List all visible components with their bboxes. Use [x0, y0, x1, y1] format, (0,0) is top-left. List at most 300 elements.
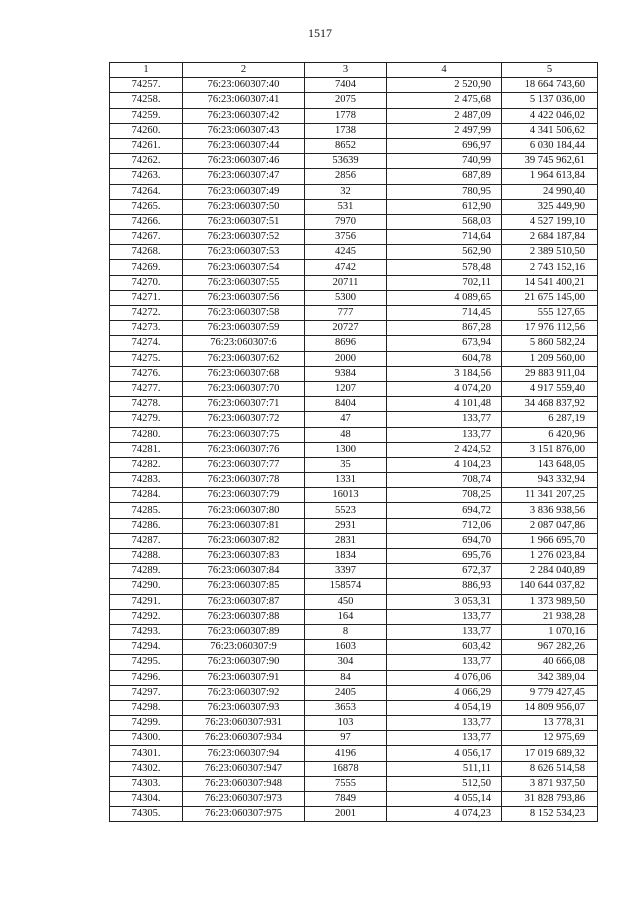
table-row — [110, 640, 598, 655]
row-number-cell: 74269. — [110, 260, 183, 275]
value-cell: 18 664 743,60 — [502, 78, 598, 93]
row-number-cell: 74257. — [110, 78, 183, 93]
cadastral-number-cell: 76:23:060307:55 — [183, 275, 305, 290]
rate-cell: 603,42 — [387, 640, 502, 655]
table-row — [110, 427, 598, 442]
rate-cell: 133,77 — [387, 624, 502, 639]
area-cell: 2931 — [305, 518, 387, 533]
cadastral-number-cell: 76:23:060307:47 — [183, 169, 305, 184]
cadastral-number-cell: 76:23:060307:53 — [183, 245, 305, 260]
cadastral-number-cell: 76:23:060307:84 — [183, 564, 305, 579]
cadastral-number-cell: 76:23:060307:43 — [183, 123, 305, 138]
rate-cell: 672,37 — [387, 564, 502, 579]
row-number-cell: 74262. — [110, 154, 183, 169]
cadastral-number-cell: 76:23:060307:44 — [183, 138, 305, 153]
rate-cell: 4 074,23 — [387, 807, 502, 822]
value-cell: 6 287,19 — [502, 412, 598, 427]
row-number-cell: 74259. — [110, 108, 183, 123]
table-row — [110, 655, 598, 670]
cadastral-number-cell: 76:23:060307:50 — [183, 199, 305, 214]
value-cell: 143 648,05 — [502, 457, 598, 472]
value-cell: 8 152 534,23 — [502, 807, 598, 822]
area-cell: 7555 — [305, 776, 387, 791]
cadastral-number-cell: 76:23:060307:51 — [183, 214, 305, 229]
rate-cell: 2 424,52 — [387, 442, 502, 457]
table-row — [110, 214, 598, 229]
value-cell: 9 779 427,45 — [502, 685, 598, 700]
cadastral-number-cell: 76:23:060307:77 — [183, 457, 305, 472]
column-header-3: 3 — [305, 63, 387, 78]
rate-cell: 4 089,65 — [387, 290, 502, 305]
value-cell: 1 964 613,84 — [502, 169, 598, 184]
rate-cell: 133,77 — [387, 609, 502, 624]
row-number-cell: 74268. — [110, 245, 183, 260]
row-number-cell: 74280. — [110, 427, 183, 442]
row-number-cell: 74287. — [110, 533, 183, 548]
cadastral-number-cell: 76:23:060307:70 — [183, 381, 305, 396]
rate-cell: 4 074,20 — [387, 381, 502, 396]
value-cell: 1 276 023,84 — [502, 549, 598, 564]
row-number-cell: 74267. — [110, 230, 183, 245]
area-cell: 3397 — [305, 564, 387, 579]
cadastral-number-cell: 76:23:060307:934 — [183, 731, 305, 746]
value-cell: 2 389 510,50 — [502, 245, 598, 260]
cadastral-number-cell: 76:23:060307:89 — [183, 624, 305, 639]
rate-cell: 2 487,09 — [387, 108, 502, 123]
table-row — [110, 807, 598, 822]
row-number-cell: 74258. — [110, 93, 183, 108]
value-cell: 24 990,40 — [502, 184, 598, 199]
area-cell: 1300 — [305, 442, 387, 457]
row-number-cell: 74285. — [110, 503, 183, 518]
row-number-cell: 74263. — [110, 169, 183, 184]
value-cell: 2 743 152,16 — [502, 260, 598, 275]
cadastral-number-cell: 76:23:060307:42 — [183, 108, 305, 123]
cadastral-number-cell: 76:23:060307:68 — [183, 366, 305, 381]
area-cell: 20727 — [305, 321, 387, 336]
table-row — [110, 564, 598, 579]
value-cell: 6 420,96 — [502, 427, 598, 442]
rate-cell: 133,77 — [387, 427, 502, 442]
area-cell: 84 — [305, 670, 387, 685]
cadastral-number-cell: 76:23:060307:94 — [183, 746, 305, 761]
table-row — [110, 123, 598, 138]
row-number-cell: 74261. — [110, 138, 183, 153]
row-number-cell: 74300. — [110, 731, 183, 746]
rate-cell: 702,11 — [387, 275, 502, 290]
row-number-cell: 74277. — [110, 381, 183, 396]
table-row — [110, 624, 598, 639]
row-number-cell: 74265. — [110, 199, 183, 214]
area-cell: 1331 — [305, 473, 387, 488]
rate-cell: 512,50 — [387, 776, 502, 791]
rate-cell: 578,48 — [387, 260, 502, 275]
column-header-5: 5 — [502, 63, 598, 78]
area-cell: 1778 — [305, 108, 387, 123]
row-number-cell: 74274. — [110, 336, 183, 351]
rate-cell: 3 184,56 — [387, 366, 502, 381]
cadastral-number-cell: 76:23:060307:62 — [183, 351, 305, 366]
value-cell: 2 087 047,86 — [502, 518, 598, 533]
rate-cell: 4 054,19 — [387, 700, 502, 715]
value-cell: 3 836 938,56 — [502, 503, 598, 518]
value-cell: 14 809 956,07 — [502, 700, 598, 715]
row-number-cell: 74266. — [110, 214, 183, 229]
value-cell: 31 828 793,86 — [502, 792, 598, 807]
cadastral-number-cell: 76:23:060307:40 — [183, 78, 305, 93]
table-row — [110, 457, 598, 472]
table-row — [110, 670, 598, 685]
area-cell: 1207 — [305, 381, 387, 396]
area-cell: 103 — [305, 716, 387, 731]
cadastral-number-cell: 76:23:060307:975 — [183, 807, 305, 822]
row-number-cell: 74264. — [110, 184, 183, 199]
table-row — [110, 184, 598, 199]
table-body — [110, 78, 598, 822]
cadastral-number-cell: 76:23:060307:90 — [183, 655, 305, 670]
rate-cell: 604,78 — [387, 351, 502, 366]
table-row — [110, 792, 598, 807]
value-cell: 13 778,31 — [502, 716, 598, 731]
table-row — [110, 397, 598, 412]
rate-cell: 4 101,48 — [387, 397, 502, 412]
column-header-4: 4 — [387, 63, 502, 78]
rate-cell: 4 056,17 — [387, 746, 502, 761]
value-cell: 40 666,08 — [502, 655, 598, 670]
area-cell: 7970 — [305, 214, 387, 229]
area-cell: 7849 — [305, 792, 387, 807]
rate-cell: 133,77 — [387, 731, 502, 746]
row-number-cell: 74290. — [110, 579, 183, 594]
rate-cell: 133,77 — [387, 412, 502, 427]
area-cell: 777 — [305, 306, 387, 321]
table-row — [110, 306, 598, 321]
page-number: 1517 — [308, 26, 332, 40]
cadastral-number-cell: 76:23:060307:49 — [183, 184, 305, 199]
area-cell: 3756 — [305, 230, 387, 245]
row-number-cell: 74296. — [110, 670, 183, 685]
value-cell: 3 871 937,50 — [502, 776, 598, 791]
area-cell: 47 — [305, 412, 387, 427]
area-cell: 8 — [305, 624, 387, 639]
row-number-cell: 74294. — [110, 640, 183, 655]
value-cell: 325 449,90 — [502, 199, 598, 214]
table-row — [110, 351, 598, 366]
cadastral-number-cell: 76:23:060307:71 — [183, 397, 305, 412]
rate-cell: 4 055,14 — [387, 792, 502, 807]
row-number-cell: 74299. — [110, 716, 183, 731]
row-number-cell: 74289. — [110, 564, 183, 579]
table-row — [110, 138, 598, 153]
table-row — [110, 245, 598, 260]
area-cell: 8652 — [305, 138, 387, 153]
area-cell: 5523 — [305, 503, 387, 518]
rate-cell: 2 497,99 — [387, 123, 502, 138]
row-number-cell: 74283. — [110, 473, 183, 488]
rate-cell: 708,25 — [387, 488, 502, 503]
table-row — [110, 579, 598, 594]
rate-cell: 687,89 — [387, 169, 502, 184]
rate-cell: 511,11 — [387, 761, 502, 776]
row-number-cell: 74295. — [110, 655, 183, 670]
rate-cell: 695,76 — [387, 549, 502, 564]
table-row — [110, 731, 598, 746]
row-number-cell: 74291. — [110, 594, 183, 609]
cadastral-number-cell: 76:23:060307:87 — [183, 594, 305, 609]
cadastral-number-cell: 76:23:060307:58 — [183, 306, 305, 321]
cadastral-number-cell: 76:23:060307:9 — [183, 640, 305, 655]
area-cell: 304 — [305, 655, 387, 670]
row-number-cell: 74292. — [110, 609, 183, 624]
cadastral-number-cell: 76:23:060307:79 — [183, 488, 305, 503]
area-cell: 7404 — [305, 78, 387, 93]
cadastral-number-cell: 76:23:060307:41 — [183, 93, 305, 108]
area-cell: 5300 — [305, 290, 387, 305]
row-number-cell: 74272. — [110, 306, 183, 321]
area-cell: 20711 — [305, 275, 387, 290]
cadastral-number-cell: 76:23:060307:54 — [183, 260, 305, 275]
row-number-cell: 74304. — [110, 792, 183, 807]
area-cell: 2405 — [305, 685, 387, 700]
row-number-cell: 74270. — [110, 275, 183, 290]
rate-cell: 4 104,23 — [387, 457, 502, 472]
value-cell: 2 284 040,89 — [502, 564, 598, 579]
area-cell: 4245 — [305, 245, 387, 260]
area-cell: 97 — [305, 731, 387, 746]
row-number-cell: 74275. — [110, 351, 183, 366]
area-cell: 2831 — [305, 533, 387, 548]
area-cell: 8696 — [305, 336, 387, 351]
value-cell: 555 127,65 — [502, 306, 598, 321]
area-cell: 531 — [305, 199, 387, 214]
value-cell: 967 282,26 — [502, 640, 598, 655]
table-row — [110, 503, 598, 518]
table-row — [110, 716, 598, 731]
table-row — [110, 275, 598, 290]
value-cell: 140 644 037,82 — [502, 579, 598, 594]
table-row — [110, 700, 598, 715]
value-cell: 4 422 046,02 — [502, 108, 598, 123]
area-cell: 48 — [305, 427, 387, 442]
table-row — [110, 366, 598, 381]
table-row — [110, 321, 598, 336]
rate-cell: 4 066,29 — [387, 685, 502, 700]
table-row — [110, 154, 598, 169]
rate-cell: 694,72 — [387, 503, 502, 518]
cadastral-number-cell: 76:23:060307:6 — [183, 336, 305, 351]
table-row — [110, 108, 598, 123]
value-cell: 1 070,16 — [502, 624, 598, 639]
value-cell: 17 019 689,32 — [502, 746, 598, 761]
area-cell: 1738 — [305, 123, 387, 138]
row-number-cell: 74284. — [110, 488, 183, 503]
value-cell: 3 151 876,00 — [502, 442, 598, 457]
value-cell: 1 373 989,50 — [502, 594, 598, 609]
rate-cell: 712,06 — [387, 518, 502, 533]
column-header-1: 1 — [110, 63, 183, 78]
row-number-cell: 74298. — [110, 700, 183, 715]
value-cell: 4 917 559,40 — [502, 381, 598, 396]
cadastral-number-cell: 76:23:060307:88 — [183, 609, 305, 624]
cadastral-number-cell: 76:23:060307:80 — [183, 503, 305, 518]
table-row — [110, 412, 598, 427]
row-number-cell: 74278. — [110, 397, 183, 412]
value-cell: 12 975,69 — [502, 731, 598, 746]
cadastral-number-cell: 76:23:060307:46 — [183, 154, 305, 169]
table-row — [110, 442, 598, 457]
table-row — [110, 518, 598, 533]
area-cell: 164 — [305, 609, 387, 624]
row-number-cell: 74305. — [110, 807, 183, 822]
area-cell: 450 — [305, 594, 387, 609]
row-number-cell: 74303. — [110, 776, 183, 791]
cadastral-number-cell: 76:23:060307:81 — [183, 518, 305, 533]
table-row — [110, 761, 598, 776]
rate-cell: 867,28 — [387, 321, 502, 336]
cadastral-number-cell: 76:23:060307:947 — [183, 761, 305, 776]
area-cell: 32 — [305, 184, 387, 199]
area-cell: 1834 — [305, 549, 387, 564]
row-number-cell: 74288. — [110, 549, 183, 564]
value-cell: 1 966 695,70 — [502, 533, 598, 548]
value-cell: 1 209 560,00 — [502, 351, 598, 366]
area-cell: 1603 — [305, 640, 387, 655]
cadastral-number-cell: 76:23:060307:75 — [183, 427, 305, 442]
area-cell: 2000 — [305, 351, 387, 366]
table-row — [110, 78, 598, 93]
value-cell: 8 626 514,58 — [502, 761, 598, 776]
table-row — [110, 230, 598, 245]
rate-cell: 740,99 — [387, 154, 502, 169]
value-cell: 2 684 187,84 — [502, 230, 598, 245]
row-number-cell: 74293. — [110, 624, 183, 639]
area-cell: 16013 — [305, 488, 387, 503]
area-cell: 2001 — [305, 807, 387, 822]
table-row — [110, 594, 598, 609]
value-cell: 34 468 837,92 — [502, 397, 598, 412]
value-cell: 39 745 962,61 — [502, 154, 598, 169]
value-cell: 5 137 036,00 — [502, 93, 598, 108]
row-number-cell: 74301. — [110, 746, 183, 761]
table-row — [110, 473, 598, 488]
cadastral-number-cell: 76:23:060307:91 — [183, 670, 305, 685]
column-header-2: 2 — [183, 63, 305, 78]
rate-cell: 562,90 — [387, 245, 502, 260]
table-row — [110, 381, 598, 396]
cadastral-number-cell: 76:23:060307:93 — [183, 700, 305, 715]
cadastral-number-cell: 76:23:060307:931 — [183, 716, 305, 731]
cadastral-number-cell: 76:23:060307:82 — [183, 533, 305, 548]
area-cell: 2075 — [305, 93, 387, 108]
cadastral-number-cell: 76:23:060307:83 — [183, 549, 305, 564]
table-row — [110, 609, 598, 624]
table-row — [110, 776, 598, 791]
rate-cell: 780,95 — [387, 184, 502, 199]
table-row — [110, 169, 598, 184]
cadastral-number-cell: 76:23:060307:52 — [183, 230, 305, 245]
rate-cell: 2 475,68 — [387, 93, 502, 108]
rate-cell: 708,74 — [387, 473, 502, 488]
area-cell: 16878 — [305, 761, 387, 776]
row-number-cell: 74279. — [110, 412, 183, 427]
rate-cell: 133,77 — [387, 655, 502, 670]
value-cell: 943 332,94 — [502, 473, 598, 488]
cadastral-number-cell: 76:23:060307:85 — [183, 579, 305, 594]
row-number-cell: 74271. — [110, 290, 183, 305]
table-row — [110, 533, 598, 548]
table-row — [110, 746, 598, 761]
row-number-cell: 74286. — [110, 518, 183, 533]
table-row — [110, 93, 598, 108]
row-number-cell: 74260. — [110, 123, 183, 138]
row-number-cell: 74281. — [110, 442, 183, 457]
table-row — [110, 549, 598, 564]
rate-cell: 886,93 — [387, 579, 502, 594]
value-cell: 4 527 199,10 — [502, 214, 598, 229]
rate-cell: 133,77 — [387, 716, 502, 731]
area-cell: 4196 — [305, 746, 387, 761]
value-cell: 14 541 400,21 — [502, 275, 598, 290]
area-cell: 35 — [305, 457, 387, 472]
area-cell: 9384 — [305, 366, 387, 381]
rate-cell: 3 053,31 — [387, 594, 502, 609]
cadastral-number-cell: 76:23:060307:78 — [183, 473, 305, 488]
cadastral-number-cell: 76:23:060307:72 — [183, 412, 305, 427]
area-cell: 4742 — [305, 260, 387, 275]
rate-cell: 714,64 — [387, 230, 502, 245]
cadastral-number-cell: 76:23:060307:948 — [183, 776, 305, 791]
area-cell: 158574 — [305, 579, 387, 594]
table-row — [110, 488, 598, 503]
area-cell: 2856 — [305, 169, 387, 184]
cadastral-number-cell: 76:23:060307:56 — [183, 290, 305, 305]
cadastral-number-cell: 76:23:060307:92 — [183, 685, 305, 700]
rate-cell: 714,45 — [387, 306, 502, 321]
table-row — [110, 260, 598, 275]
row-number-cell: 74273. — [110, 321, 183, 336]
table-row — [110, 199, 598, 214]
rate-cell: 696,97 — [387, 138, 502, 153]
rate-cell: 2 520,90 — [387, 78, 502, 93]
rate-cell: 568,03 — [387, 214, 502, 229]
value-cell: 342 389,04 — [502, 670, 598, 685]
row-number-cell: 74297. — [110, 685, 183, 700]
value-cell: 4 341 506,62 — [502, 123, 598, 138]
table-row — [110, 336, 598, 351]
rate-cell: 694,70 — [387, 533, 502, 548]
value-cell: 21 675 145,00 — [502, 290, 598, 305]
data-table — [109, 62, 598, 822]
table-row — [110, 290, 598, 305]
value-cell: 21 938,28 — [502, 609, 598, 624]
rate-cell: 4 076,06 — [387, 670, 502, 685]
value-cell: 6 030 184,44 — [502, 138, 598, 153]
row-number-cell: 74282. — [110, 457, 183, 472]
table-row — [110, 685, 598, 700]
value-cell: 17 976 112,56 — [502, 321, 598, 336]
header-row — [110, 63, 598, 78]
cadastral-number-cell: 76:23:060307:973 — [183, 792, 305, 807]
area-cell: 3653 — [305, 700, 387, 715]
rate-cell: 673,94 — [387, 336, 502, 351]
rate-cell: 612,90 — [387, 199, 502, 214]
value-cell: 5 860 582,24 — [502, 336, 598, 351]
cadastral-number-cell: 76:23:060307:59 — [183, 321, 305, 336]
area-cell: 8404 — [305, 397, 387, 412]
value-cell: 29 883 911,04 — [502, 366, 598, 381]
area-cell: 53639 — [305, 154, 387, 169]
cadastral-number-cell: 76:23:060307:76 — [183, 442, 305, 457]
